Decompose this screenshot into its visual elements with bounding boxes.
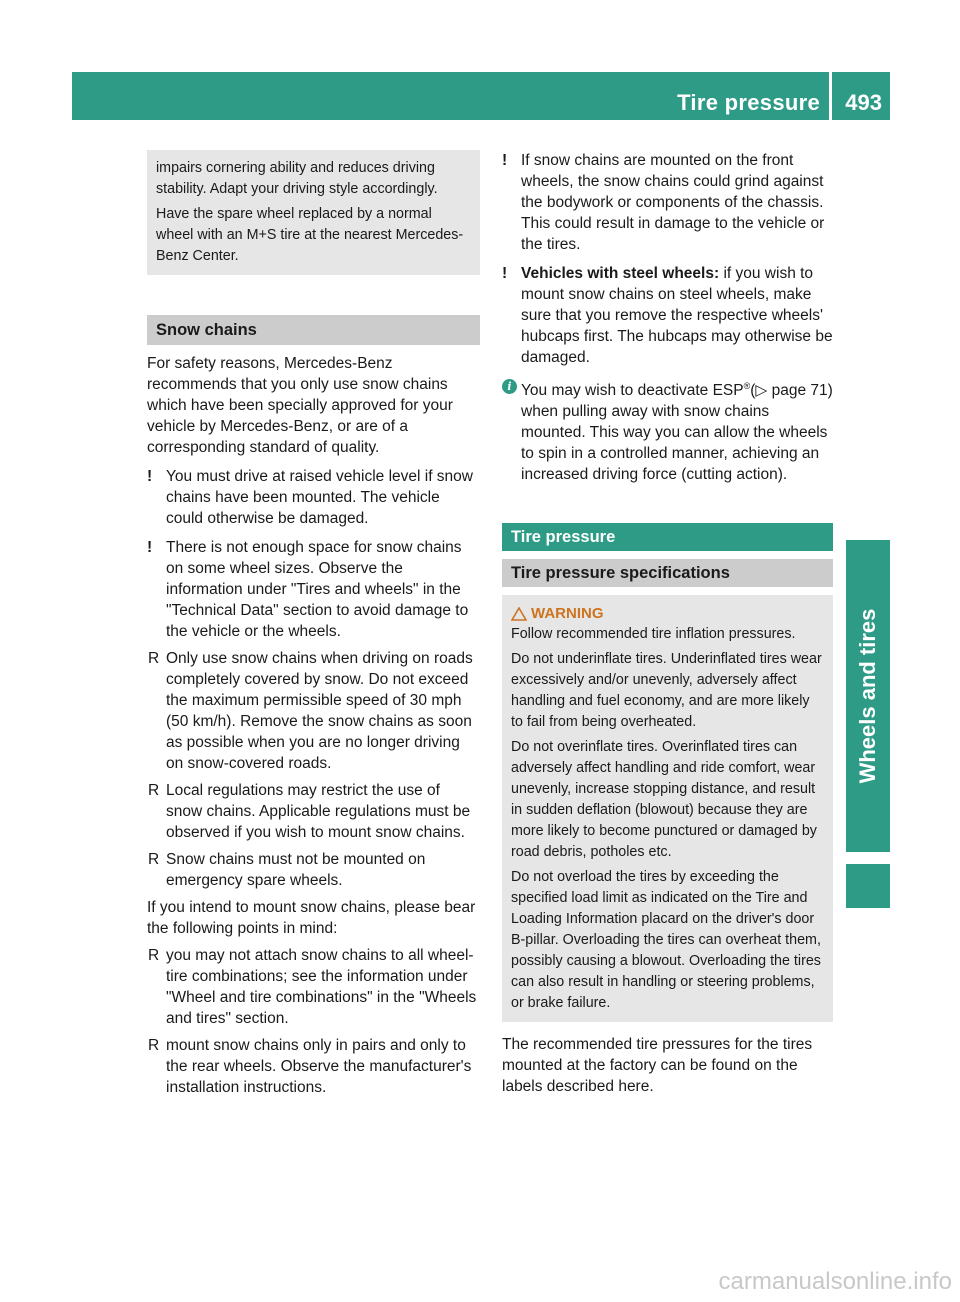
bullet-icon: R: [148, 782, 160, 799]
right-column: [502, 150, 833, 1097]
caution-note: [502, 150, 833, 255]
page-number: 493: [845, 90, 882, 115]
note-text: if you wish to mount snow chains on steel wheels, make sure that you remove the respective wheels' hubcaps first. The hubcaps may otherwise be damaged.: [521, 265, 833, 366]
list-item-text: Only use snow chains when driving on roads completely covered by snow. Do not exceed the maximum permissible speed of 30 mph (50 km/h). Remove the snow chains as soon as possible when you are no longer driving on snow-covered roads.: [166, 650, 473, 772]
list-item-text: you may not attach snow chains to all wheel-tire combinations; see the information under "Wheel and tire combinations" in the "Wheels and tires" section.: [166, 947, 477, 1027]
snow-chains-heading: Snow chains: [147, 315, 480, 345]
warning-paragraph: Follow recommended tire inflation pressures.: [511, 626, 796, 643]
left-column: [147, 150, 480, 1098]
caution-note: [147, 466, 480, 529]
warning-paragraph: Do not overload the tires by exceeding the specified load limit as indicated on the Tire and Loading Information placard on the driver's door B-pillar. Overloading the tires can overheat them, possibly causing a blowout. Overloading the tires can also result in handling or steering problems, or brake failure.: [511, 869, 821, 1012]
list-item: [147, 780, 480, 843]
list-item: [147, 1035, 480, 1098]
info-text-start: You may wish to deactivate ESP: [521, 382, 744, 400]
warning-label: WARNING: [531, 605, 604, 623]
note-text: There is not enough space for snow chains on some wheel sizes. Observe the information under "Tires and wheels" in the "Technical Data" section to avoid damage to the vehicle or the wheels.: [166, 539, 469, 640]
warning-paragraph: Do not overinflate tires. Overinflated tires can adversely affect handling and ride comfort, wear unevenly, increase stopping distance, and result in sudden deflation (blowout) because they are more likely to become punctured or damaged by road debris, potholes etc.: [511, 739, 817, 861]
closing-paragraph: The recommended tire pressures for the tires mounted at the factory can be found on the labels described here.: [502, 1036, 813, 1096]
tire-pressure-specs-heading: Tire pressure specifications: [502, 559, 833, 587]
exclamation-icon: !: [502, 152, 508, 169]
bullet-icon: R: [148, 1037, 160, 1054]
exclamation-icon: !: [502, 265, 508, 282]
list-item-text: Local regulations may restrict the use of snow chains. Applicable regulations must be observed if you wish to mount snow chains.: [166, 782, 471, 841]
intro-paragraph: For safety reasons, Mercedes-Benz recommends that you only use snow chains which have been specially approved for your vehicle by Mercedes-Benz, or are of a corresponding standard of quality.: [147, 355, 453, 456]
caution-note: [502, 263, 833, 368]
warning-box: [502, 595, 833, 1022]
continued-note-box: [147, 150, 480, 275]
list-item-text: Snow chains must not be mounted on emergency spare wheels.: [166, 851, 426, 889]
box-paragraph: Have the spare wheel replaced by a normal wheel with an M+S tire at the nearest Mercedes-Benz Center.: [156, 206, 464, 264]
page-header-bar: [72, 72, 890, 120]
warning-paragraph: Do not underinflate tires. Underinflated tires wear excessively and/or unevenly, adversely affect handling and fuel economy, and are more likely to fail from being overheated.: [511, 651, 822, 731]
list-item: [147, 945, 480, 1029]
points-intro: If you intend to mount snow chains, please bear the following points in mind:: [147, 899, 476, 937]
bullet-icon: R: [148, 947, 160, 964]
note-text: You must drive at raised vehicle level if snow chains have been mounted. The vehicle could otherwise be damaged.: [166, 468, 473, 527]
header-divider: [829, 72, 832, 120]
warning-title: [511, 603, 824, 624]
tire-pressure-heading: Tire pressure: [502, 523, 833, 551]
footer-watermark: carmanualsonline.info: [718, 1268, 952, 1295]
list-item: [147, 849, 480, 891]
header-title: Tire pressure: [677, 90, 820, 115]
section-side-tab: [846, 540, 890, 852]
warning-triangle-icon: [511, 607, 527, 621]
registered-mark: ®: [743, 381, 751, 391]
bullet-icon: R: [148, 650, 160, 667]
note-text: If snow chains are mounted on the front wheels, the snow chains could grind against the bodywork or components of the chassis. This could result in damage to the vehicle or the tires.: [521, 152, 825, 253]
box-paragraph: impairs cornering ability and reduces driving stability. Adapt your driving style accordingly.: [156, 160, 438, 197]
info-text-rest: (▷ page 71) when pulling away with snow chains mounted. This way you can allow the wheels to spin in a controlled manner, achieving an increased driving force (cutting action).: [521, 382, 833, 484]
info-icon: i: [502, 379, 517, 394]
exclamation-icon: !: [147, 468, 153, 485]
side-tab-marker: [846, 864, 890, 908]
bullet-icon: R: [148, 851, 160, 868]
caution-note: [147, 537, 480, 642]
list-item-text: mount snow chains only in pairs and only to the rear wheels. Observe the manufacturer's installation instructions.: [166, 1037, 472, 1096]
exclamation-icon: !: [147, 539, 153, 556]
info-note: [502, 376, 833, 485]
note-bold-lead: Vehicles with steel wheels:: [521, 265, 720, 282]
side-tab-label: Wheels and tires: [855, 608, 880, 784]
list-item: [147, 648, 480, 774]
